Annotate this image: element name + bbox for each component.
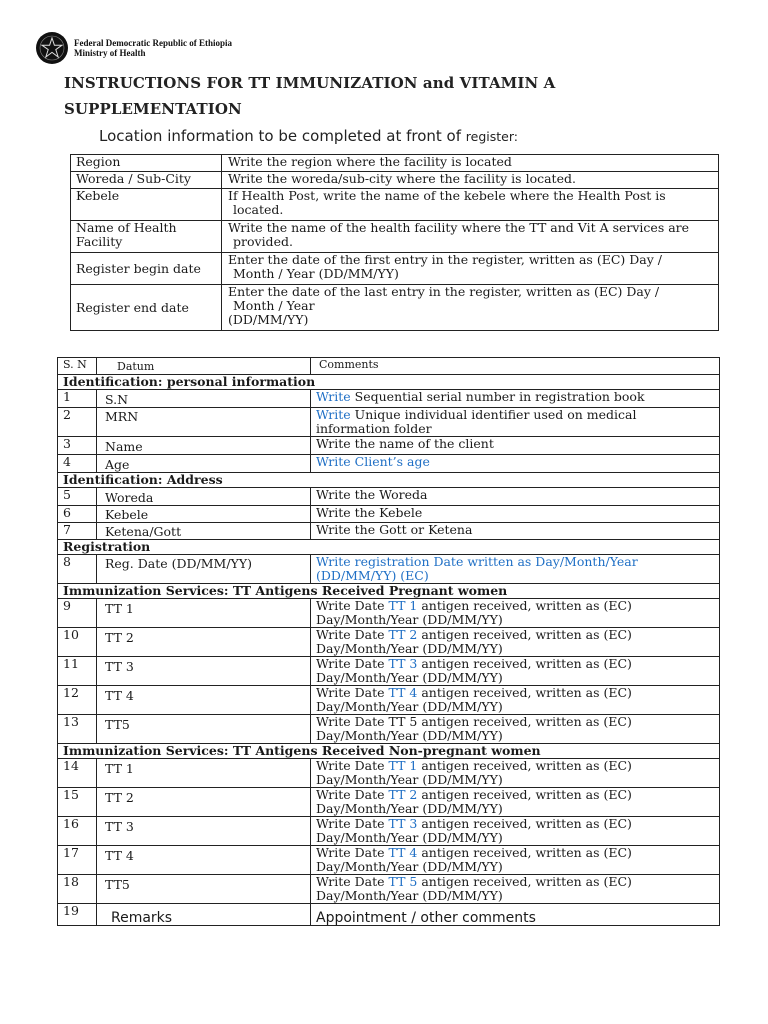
row-number: 19 — [58, 904, 97, 926]
location-desc: Write the name of the health facility where the TT and Vit A services are provided. — [222, 221, 719, 253]
row-number: 9 — [58, 599, 97, 628]
row-datum: TT 1 — [97, 759, 311, 788]
row-datum: TT5 — [97, 715, 311, 744]
location-desc: Write the woreda/sub-city where the facility is located. — [222, 172, 719, 189]
row-comment: Write Date TT 2 antigen received, written as (EC) Day/Month/Year (DD/MM/YY) — [311, 628, 720, 657]
row-datum: Reg. Date (DD/MM/YY) — [97, 555, 311, 584]
section-title: Identification: Address — [58, 473, 720, 488]
row-datum: Remarks — [97, 904, 311, 926]
page-title-line2: SUPPLEMENTATION — [64, 100, 242, 118]
table-row — [58, 657, 720, 686]
row-comment: Write the Kebele — [311, 506, 720, 523]
row-number: 8 — [58, 555, 97, 584]
section-row — [58, 473, 720, 488]
table-row — [58, 555, 720, 584]
row-comment: Write Client’s age — [311, 455, 720, 473]
row-comment: Write Date TT 5 antigen received, written as (EC) Day/Month/Year (DD/MM/YY) — [311, 875, 720, 904]
location-desc: Enter the date of the first entry in the register, written as (EC) Day / Month / Year (DD/MM/YY) — [222, 253, 719, 285]
location-label: Woreda / Sub-City — [71, 172, 222, 189]
table-header-row — [58, 358, 720, 375]
row-datum: Kebele — [97, 506, 311, 523]
row-datum: TT 2 — [97, 628, 311, 657]
table-row — [58, 715, 720, 744]
location-info-table — [70, 154, 719, 331]
row-datum: TT 4 — [97, 686, 311, 715]
table-row — [58, 488, 720, 506]
table-row — [58, 788, 720, 817]
row-comment: Write Date TT 4 antigen received, written as (EC) Day/Month/Year (DD/MM/YY) — [311, 686, 720, 715]
table-row — [58, 817, 720, 846]
row-number: 13 — [58, 715, 97, 744]
row-number: 11 — [58, 657, 97, 686]
section-row — [58, 584, 720, 599]
row-comment: Write Date TT 4 antigen received, written as (EC) Day/Month/Year (DD/MM/YY) — [311, 846, 720, 875]
table-row — [58, 904, 720, 926]
row-number: 2 — [58, 408, 97, 437]
header-comments: Comments — [311, 358, 720, 375]
row-datum: Name — [97, 437, 311, 455]
row-comment: Write Date TT 3 antigen received, written as (EC) Day/Month/Year (DD/MM/YY) — [311, 657, 720, 686]
row-datum: TT 4 — [97, 846, 311, 875]
table-row — [71, 221, 719, 253]
table-row — [58, 846, 720, 875]
location-desc: If Health Post, write the name of the kebele where the Health Post is located. — [222, 189, 719, 221]
table-row — [58, 455, 720, 473]
row-number: 5 — [58, 488, 97, 506]
section-title: Identification: personal information — [58, 375, 720, 390]
ministry-emblem-icon — [36, 32, 68, 64]
row-comment: Write Date TT 2 antigen received, written as (EC) Day/Month/Year (DD/MM/YY) — [311, 788, 720, 817]
row-datum: MRN — [97, 408, 311, 437]
row-number: 3 — [58, 437, 97, 455]
org-name: Federal Democratic Republic of Ethiopia — [74, 38, 232, 48]
section-row — [58, 540, 720, 555]
table-row — [71, 189, 719, 221]
row-datum: TT 2 — [97, 788, 311, 817]
header-sn: S. N — [58, 358, 97, 375]
table-row — [58, 523, 720, 540]
row-datum: TT5 — [97, 875, 311, 904]
section-title: Immunization Services: TT Antigens Received Pregnant women — [58, 584, 720, 599]
location-subtitle: Location information to be completed at front of register: — [99, 127, 518, 145]
row-comment: Appointment / other comments — [311, 904, 720, 926]
table-row — [58, 599, 720, 628]
page-title-line1: INSTRUCTIONS FOR TT IMMUNIZATION and VITAMIN A — [64, 74, 556, 92]
row-datum: TT 3 — [97, 657, 311, 686]
row-comment: Write Date TT 1 antigen received, written as (EC) Day/Month/Year (DD/MM/YY) — [311, 599, 720, 628]
row-number: 16 — [58, 817, 97, 846]
row-comment: Write the name of the client — [311, 437, 720, 455]
row-datum: S.N — [97, 390, 311, 408]
row-number: 4 — [58, 455, 97, 473]
location-label: Register begin date — [71, 253, 222, 285]
section-title: Registration — [58, 540, 720, 555]
row-datum: Woreda — [97, 488, 311, 506]
document-header — [36, 32, 232, 64]
table-row — [58, 408, 720, 437]
row-comment: Write Date TT 1 antigen received, written as (EC) Day/Month/Year (DD/MM/YY) — [311, 759, 720, 788]
row-datum: TT 3 — [97, 817, 311, 846]
table-row — [71, 285, 719, 331]
location-label: Kebele — [71, 189, 222, 221]
row-datum: TT 1 — [97, 599, 311, 628]
table-row — [71, 172, 719, 189]
row-comment: Write the Woreda — [311, 488, 720, 506]
row-comment: Write Unique individual identifier used on medical information folder — [311, 408, 720, 437]
location-desc: Write the region where the facility is located — [222, 155, 719, 172]
row-number: 14 — [58, 759, 97, 788]
location-label: Register end date — [71, 285, 222, 331]
table-row — [58, 506, 720, 523]
row-comment: Write registration Date written as Day/Month/Year (DD/MM/YY) (EC) — [311, 555, 720, 584]
register-instructions-table — [57, 357, 720, 926]
table-row — [58, 628, 720, 657]
row-number: 17 — [58, 846, 97, 875]
row-number: 7 — [58, 523, 97, 540]
row-comment: Write Date TT 5 antigen received, written as (EC) Day/Month/Year (DD/MM/YY) — [311, 715, 720, 744]
location-label: Name of Health Facility — [71, 221, 222, 253]
row-number: 18 — [58, 875, 97, 904]
row-datum: Ketena/Gott — [97, 523, 311, 540]
section-row — [58, 375, 720, 390]
table-row — [58, 437, 720, 455]
row-number: 6 — [58, 506, 97, 523]
table-row — [58, 875, 720, 904]
row-number: 1 — [58, 390, 97, 408]
section-title: Immunization Services: TT Antigens Received Non-pregnant women — [58, 744, 720, 759]
row-datum: Age — [97, 455, 311, 473]
row-comment: Write Sequential serial number in registration book — [311, 390, 720, 408]
table-row — [71, 155, 719, 172]
table-row — [58, 686, 720, 715]
row-number: 12 — [58, 686, 97, 715]
header-datum: Datum — [97, 358, 311, 375]
table-row — [58, 759, 720, 788]
location-label: Region — [71, 155, 222, 172]
row-number: 10 — [58, 628, 97, 657]
location-desc: Enter the date of the last entry in the register, written as (EC) Day / Month / Year (DD/MM/YY) — [222, 285, 719, 331]
table-row — [58, 390, 720, 408]
ministry-name: Ministry of Health — [74, 48, 146, 58]
row-comment: Write the Gott or Ketena — [311, 523, 720, 540]
row-comment: Write Date TT 3 antigen received, written as (EC) Day/Month/Year (DD/MM/YY) — [311, 817, 720, 846]
table-row — [71, 253, 719, 285]
section-row — [58, 744, 720, 759]
row-number: 15 — [58, 788, 97, 817]
